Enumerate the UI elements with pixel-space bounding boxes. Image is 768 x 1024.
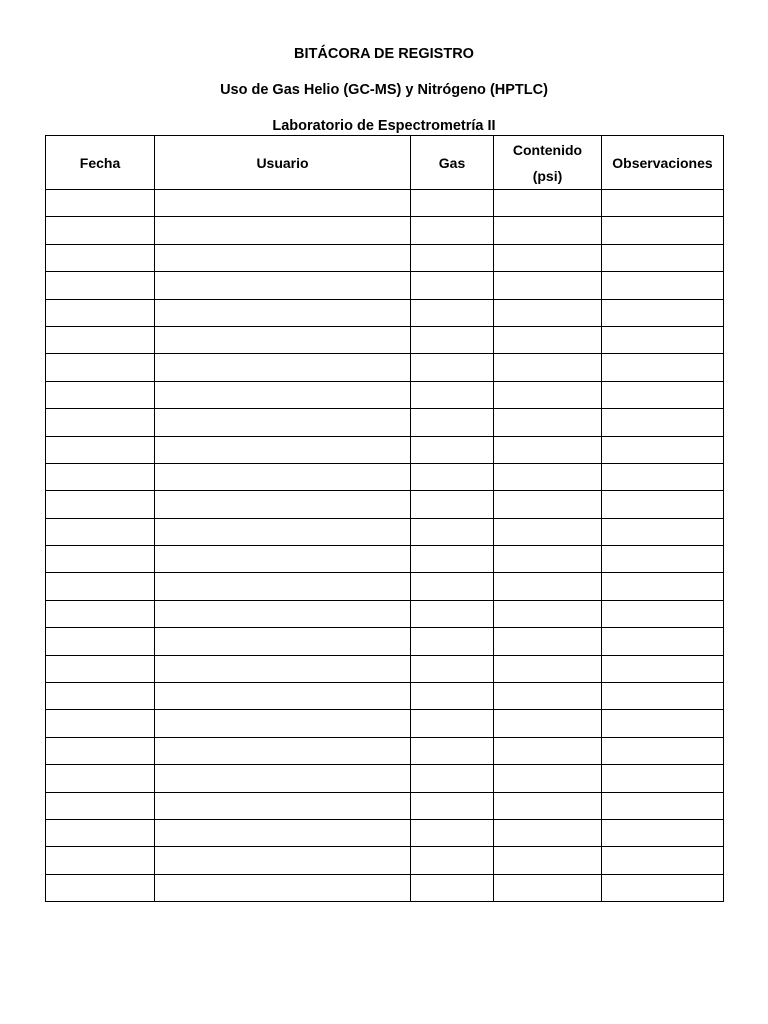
cell-gas[interactable] (411, 573, 494, 600)
cell-contenido[interactable] (494, 683, 602, 710)
cell-gas[interactable] (411, 874, 494, 901)
cell-observaciones[interactable] (602, 272, 724, 299)
cell-fecha[interactable] (46, 655, 155, 682)
cell-gas[interactable] (411, 792, 494, 819)
cell-gas[interactable] (411, 326, 494, 353)
cell-observaciones[interactable] (602, 874, 724, 901)
cell-usuario[interactable] (155, 710, 411, 737)
cell-observaciones[interactable] (602, 244, 724, 271)
table-row (46, 244, 724, 271)
cell-usuario[interactable] (155, 244, 411, 271)
table-row (46, 710, 724, 737)
cell-usuario[interactable] (155, 847, 411, 874)
cell-gas[interactable] (411, 244, 494, 271)
cell-fecha[interactable] (46, 409, 155, 436)
cell-observaciones[interactable] (602, 792, 724, 819)
cell-usuario[interactable] (155, 436, 411, 463)
cell-fecha[interactable] (46, 436, 155, 463)
cell-contenido[interactable] (494, 546, 602, 573)
column-header-observaciones-label: Observaciones (612, 154, 713, 171)
cell-usuario[interactable] (155, 299, 411, 326)
cell-usuario[interactable] (155, 628, 411, 655)
cell-observaciones[interactable] (602, 847, 724, 874)
cell-contenido[interactable] (494, 491, 602, 518)
cell-observaciones[interactable] (602, 765, 724, 792)
cell-gas[interactable] (411, 272, 494, 299)
cell-gas[interactable] (411, 409, 494, 436)
cell-contenido[interactable] (494, 792, 602, 819)
cell-gas[interactable] (411, 710, 494, 737)
cell-contenido[interactable] (494, 272, 602, 299)
column-header-contenido (494, 136, 602, 190)
cell-fecha[interactable] (46, 792, 155, 819)
cell-fecha[interactable] (46, 683, 155, 710)
cell-contenido[interactable] (494, 847, 602, 874)
table-row (46, 299, 724, 326)
cell-fecha[interactable] (46, 272, 155, 299)
cell-contenido[interactable] (494, 217, 602, 244)
cell-observaciones[interactable] (602, 436, 724, 463)
cell-observaciones[interactable] (602, 710, 724, 737)
cell-usuario[interactable] (155, 354, 411, 381)
cell-fecha[interactable] (46, 847, 155, 874)
cell-fecha[interactable] (46, 518, 155, 545)
cell-usuario[interactable] (155, 874, 411, 901)
cell-observaciones[interactable] (602, 573, 724, 600)
table-row (46, 737, 724, 764)
column-header-fecha: Fecha (46, 136, 155, 190)
cell-contenido[interactable] (494, 436, 602, 463)
cell-fecha[interactable] (46, 628, 155, 655)
cell-observaciones[interactable] (602, 600, 724, 627)
cell-contenido[interactable] (494, 874, 602, 901)
table-row (46, 819, 724, 846)
cell-observaciones[interactable] (602, 299, 724, 326)
cell-usuario[interactable] (155, 326, 411, 353)
cell-gas[interactable] (411, 628, 494, 655)
cell-observaciones[interactable] (602, 381, 724, 408)
cell-usuario[interactable] (155, 190, 411, 217)
cell-observaciones[interactable] (602, 518, 724, 545)
table-row (46, 683, 724, 710)
cell-usuario[interactable] (155, 463, 411, 490)
cell-fecha[interactable] (46, 573, 155, 600)
cell-observaciones[interactable] (602, 190, 724, 217)
cell-gas[interactable] (411, 463, 494, 490)
cell-usuario[interactable] (155, 600, 411, 627)
cell-fecha[interactable] (46, 819, 155, 846)
cell-gas[interactable] (411, 546, 494, 573)
cell-observaciones[interactable] (602, 683, 724, 710)
cell-observaciones[interactable] (602, 354, 724, 381)
cell-gas[interactable] (411, 600, 494, 627)
cell-contenido[interactable] (494, 765, 602, 792)
cell-observaciones[interactable] (602, 819, 724, 846)
cell-contenido[interactable] (494, 628, 602, 655)
cell-usuario[interactable] (155, 765, 411, 792)
cell-fecha[interactable] (46, 244, 155, 271)
cell-gas[interactable] (411, 436, 494, 463)
cell-gas[interactable] (411, 518, 494, 545)
cell-observaciones[interactable] (602, 737, 724, 764)
page-title: BITÁCORA DE REGISTRO (294, 46, 474, 62)
cell-contenido[interactable] (494, 326, 602, 353)
cell-observaciones[interactable] (602, 217, 724, 244)
table-body (46, 190, 724, 902)
cell-contenido[interactable] (494, 655, 602, 682)
table-row (46, 272, 724, 299)
cell-observaciones[interactable] (602, 655, 724, 682)
column-header-gas: Gas (411, 136, 494, 190)
cell-observaciones[interactable] (602, 546, 724, 573)
cell-contenido[interactable] (494, 600, 602, 627)
table-row (46, 217, 724, 244)
cell-fecha[interactable] (46, 381, 155, 408)
cell-fecha[interactable] (46, 299, 155, 326)
table-row (46, 874, 724, 901)
cell-gas[interactable] (411, 190, 494, 217)
cell-usuario[interactable] (155, 792, 411, 819)
table-header-row (46, 136, 724, 190)
table-row (46, 765, 724, 792)
table-row (46, 847, 724, 874)
cell-fecha[interactable] (46, 765, 155, 792)
cell-fecha[interactable] (46, 326, 155, 353)
cell-usuario[interactable] (155, 217, 411, 244)
cell-usuario[interactable] (155, 491, 411, 518)
page-subtitle: Uso de Gas Helio (GC-MS) y Nitrógeno (HPTLC) (220, 82, 548, 98)
cell-usuario[interactable] (155, 381, 411, 408)
cell-gas[interactable] (411, 737, 494, 764)
cell-contenido[interactable] (494, 409, 602, 436)
cell-gas[interactable] (411, 381, 494, 408)
cell-contenido[interactable] (494, 573, 602, 600)
cell-contenido[interactable] (494, 354, 602, 381)
cell-fecha[interactable] (46, 600, 155, 627)
cell-usuario[interactable] (155, 518, 411, 545)
table-row (46, 381, 724, 408)
cell-usuario[interactable] (155, 737, 411, 764)
table-row (46, 546, 724, 573)
cell-usuario[interactable] (155, 409, 411, 436)
cell-usuario[interactable] (155, 573, 411, 600)
cell-contenido[interactable] (494, 463, 602, 490)
cell-contenido[interactable] (494, 518, 602, 545)
cell-contenido[interactable] (494, 190, 602, 217)
cell-contenido[interactable] (494, 737, 602, 764)
cell-usuario[interactable] (155, 819, 411, 846)
cell-fecha[interactable] (46, 710, 155, 737)
cell-gas[interactable] (411, 765, 494, 792)
table-row (46, 491, 724, 518)
table-row (46, 409, 724, 436)
cell-usuario[interactable] (155, 272, 411, 299)
table-row (46, 436, 724, 463)
cell-observaciones[interactable] (602, 463, 724, 490)
table-row (46, 326, 724, 353)
cell-gas[interactable] (411, 491, 494, 518)
cell-gas[interactable] (411, 683, 494, 710)
cell-fecha[interactable] (46, 217, 155, 244)
cell-fecha[interactable] (46, 463, 155, 490)
lab-name: Laboratorio de Espectrometría II (272, 118, 496, 134)
cell-contenido[interactable] (494, 819, 602, 846)
cell-observaciones[interactable] (602, 326, 724, 353)
table-row (46, 573, 724, 600)
cell-fecha[interactable] (46, 546, 155, 573)
cell-gas[interactable] (411, 354, 494, 381)
cell-observaciones[interactable] (602, 628, 724, 655)
cell-gas[interactable] (411, 217, 494, 244)
table-row (46, 463, 724, 490)
cell-gas[interactable] (411, 299, 494, 326)
cell-observaciones[interactable] (602, 491, 724, 518)
cell-fecha[interactable] (46, 491, 155, 518)
table-row (46, 655, 724, 682)
table-row (46, 518, 724, 545)
cell-fecha[interactable] (46, 190, 155, 217)
cell-usuario[interactable] (155, 683, 411, 710)
logbook-table (45, 135, 724, 902)
table-row (46, 600, 724, 627)
cell-gas[interactable] (411, 847, 494, 874)
cell-fecha[interactable] (46, 874, 155, 901)
table-row (46, 628, 724, 655)
cell-observaciones[interactable] (602, 409, 724, 436)
table-row (46, 792, 724, 819)
cell-contenido[interactable] (494, 244, 602, 271)
table-row (46, 354, 724, 381)
cell-usuario[interactable] (155, 546, 411, 573)
cell-gas[interactable] (411, 655, 494, 682)
table-row (46, 190, 724, 217)
cell-gas[interactable] (411, 819, 494, 846)
cell-contenido[interactable] (494, 710, 602, 737)
column-header-contenido-label: Contenido (psi) (512, 141, 583, 184)
cell-fecha[interactable] (46, 737, 155, 764)
column-header-observaciones (602, 136, 724, 190)
cell-contenido[interactable] (494, 381, 602, 408)
cell-contenido[interactable] (494, 299, 602, 326)
cell-usuario[interactable] (155, 655, 411, 682)
column-header-usuario: Usuario (155, 136, 411, 190)
cell-fecha[interactable] (46, 354, 155, 381)
